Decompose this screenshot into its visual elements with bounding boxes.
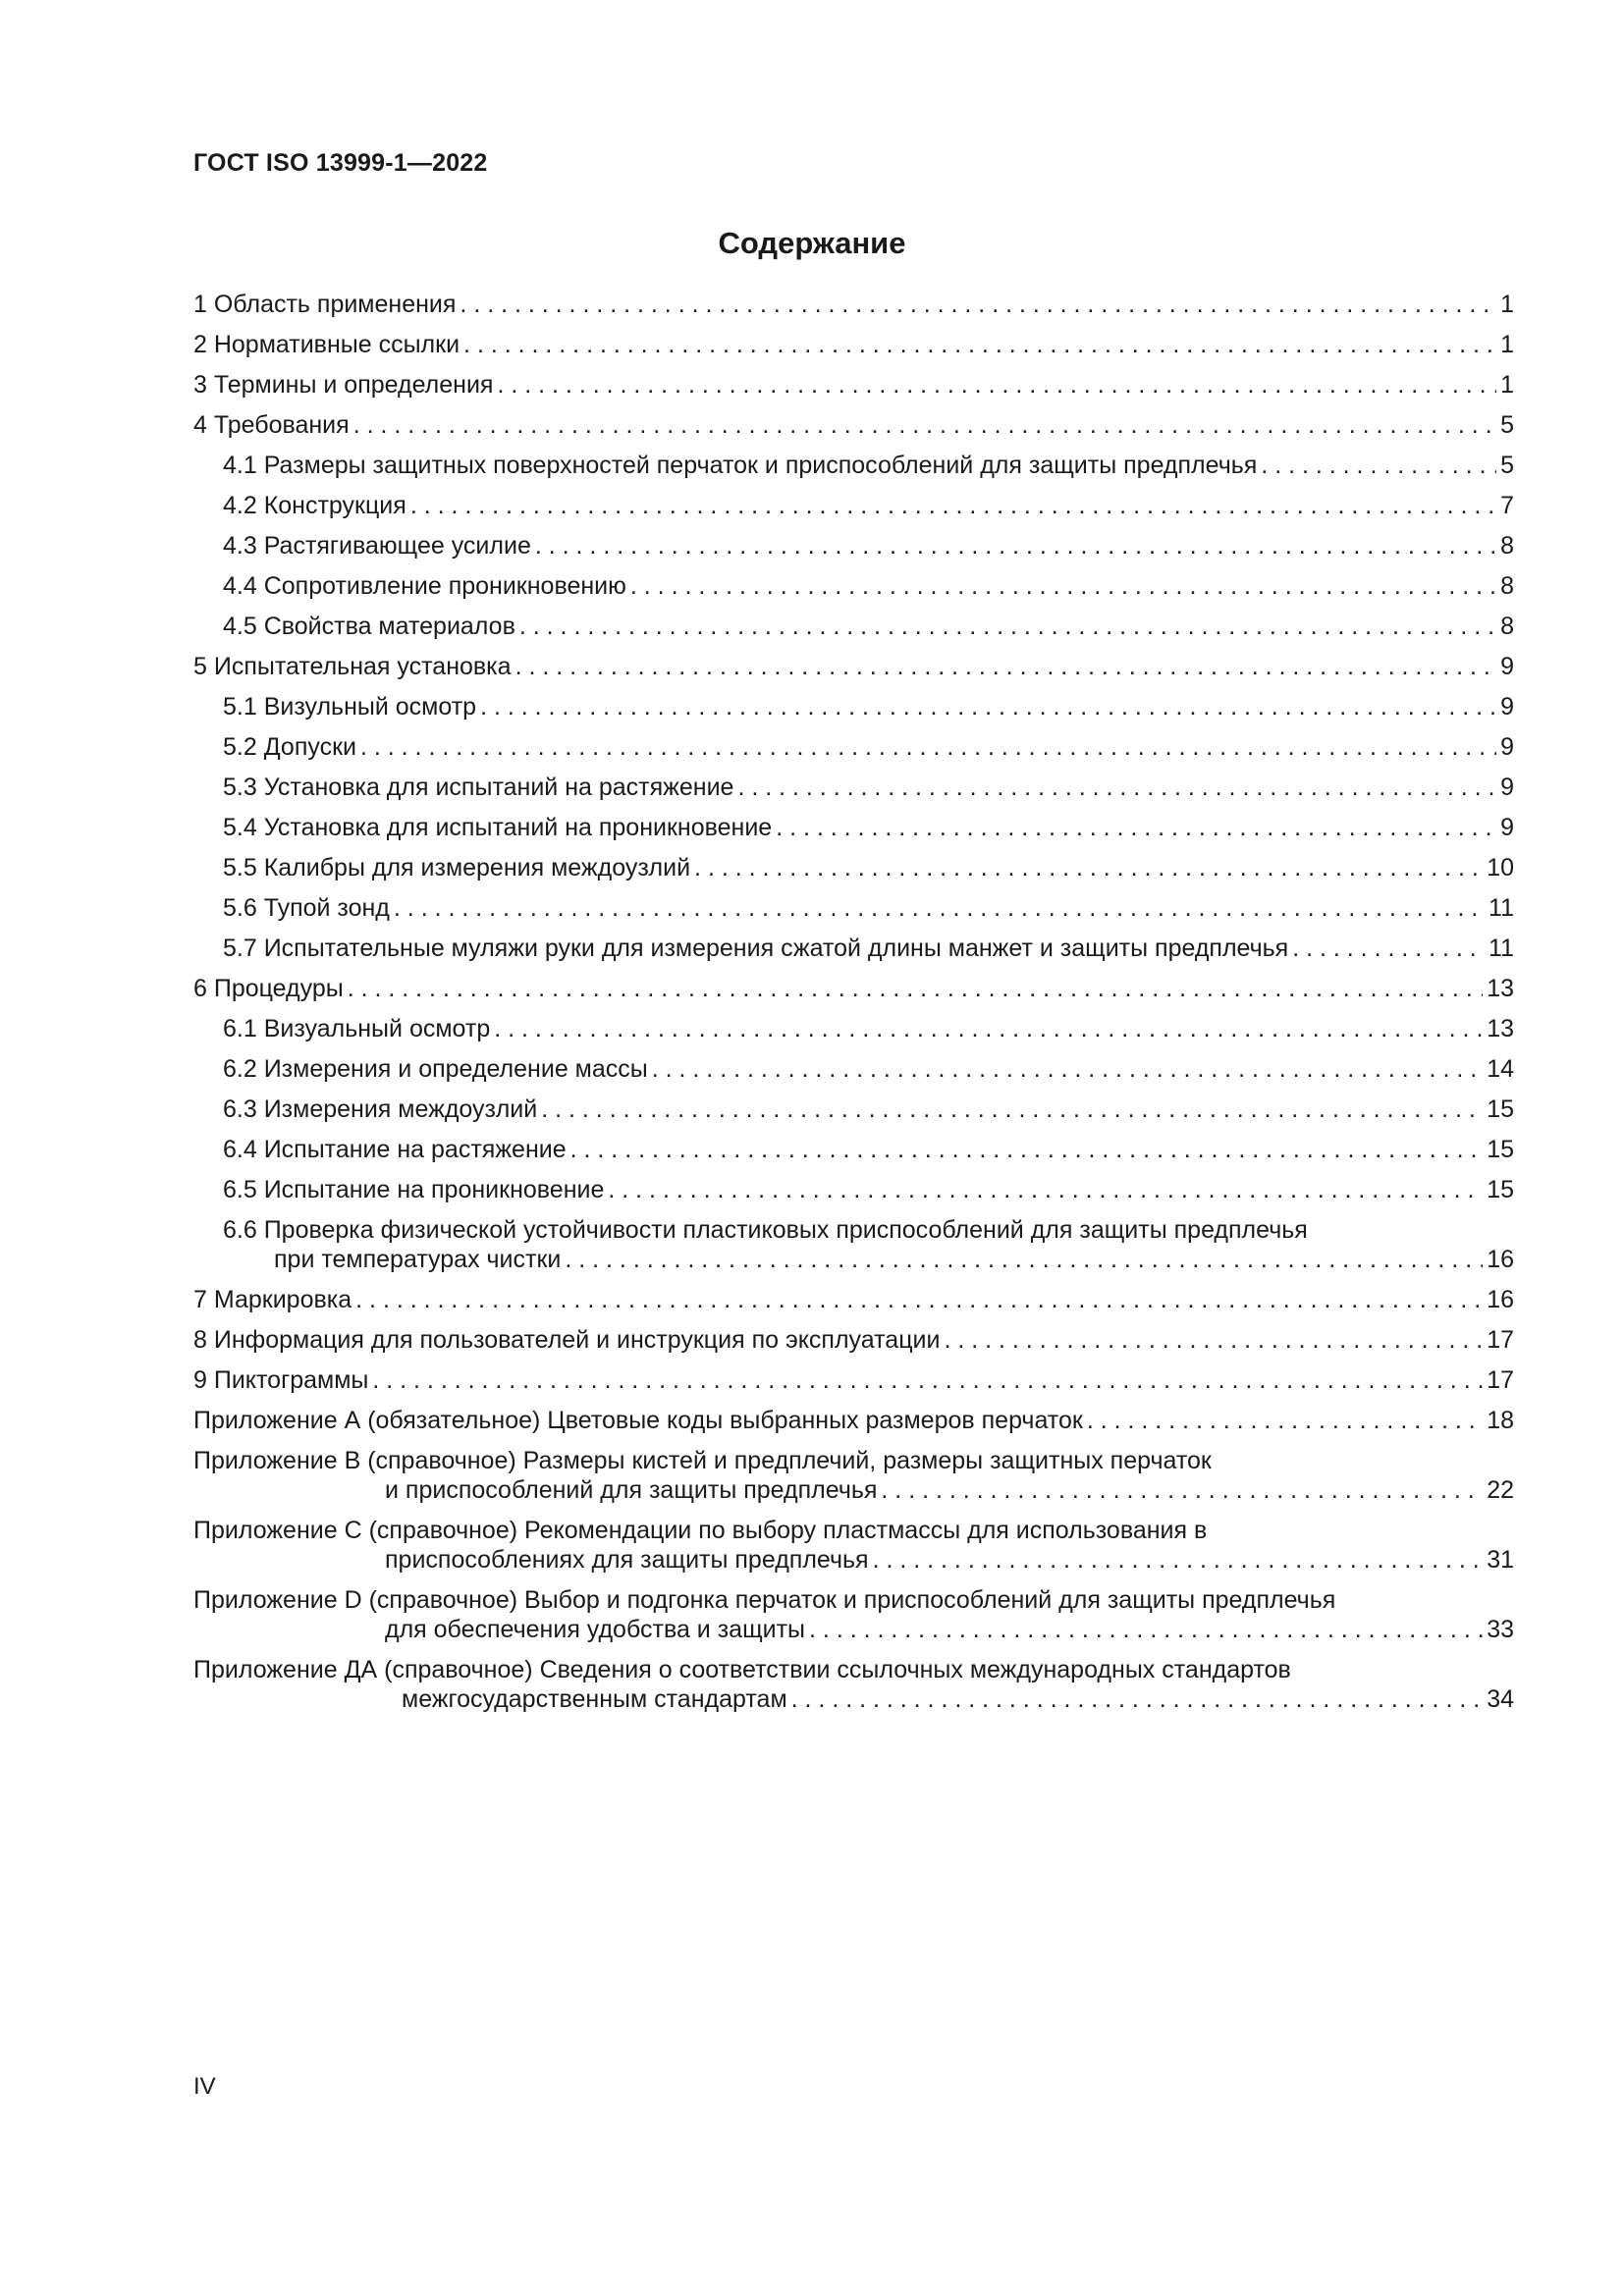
toc-entry-label: 3 Термины и определения <box>193 371 494 399</box>
toc-entry-page: 8 <box>1500 572 1514 600</box>
toc-entry[interactable] <box>193 1406 1514 1435</box>
dot-leader <box>1292 934 1485 963</box>
dot-leader <box>410 491 1496 520</box>
toc-entry-title-line: 6.6 Проверка физической устойчивости пластиковых приспособлений для защиты предплечья <box>223 1216 1308 1244</box>
toc-entry[interactable] <box>193 370 1514 400</box>
dot-leader <box>652 1054 1483 1084</box>
toc-entry-page: 5 <box>1500 452 1514 479</box>
dot-leader <box>353 410 1496 440</box>
toc-entry[interactable] <box>193 1446 1514 1505</box>
dot-leader <box>497 370 1496 400</box>
toc-entry-page: 15 <box>1487 1136 1514 1163</box>
toc-entry-label: для обеспечения удобства и защиты <box>385 1616 806 1643</box>
page-number: IV <box>193 2073 216 2100</box>
toc-entry-page: 9 <box>1500 653 1514 680</box>
toc-entry-page: 9 <box>1500 774 1514 801</box>
toc-entry[interactable] <box>193 571 1514 601</box>
toc-entry-label: при температурах чистки <box>274 1246 562 1273</box>
toc-entry[interactable] <box>193 491 1514 520</box>
toc-entry-page: 22 <box>1487 1476 1514 1504</box>
toc-entry-page: 8 <box>1500 613 1514 640</box>
toc-entry-page: 13 <box>1487 975 1514 1002</box>
dot-leader <box>355 1285 1483 1314</box>
toc-entry[interactable] <box>193 974 1514 1003</box>
dot-leader <box>535 531 1496 561</box>
dot-leader <box>460 290 1496 319</box>
toc-entry-label: и приспособлений для защиты предплечья <box>385 1476 878 1504</box>
dot-leader <box>881 1475 1483 1505</box>
toc-entry-title-line: Приложение ДА (справочное) Сведения о соответствии ссылочных международных стандартов <box>193 1656 1291 1683</box>
toc-entry-page: 31 <box>1487 1546 1514 1574</box>
toc-entry-label: 6 Процедуры <box>193 975 344 1002</box>
toc-entry[interactable] <box>193 531 1514 561</box>
toc-entry-label: 4.1 Размеры защитных поверхностей перчаток и приспособлений для защиты предплечья <box>223 452 1258 479</box>
toc-entry-label: 5.1 Визульный осмотр <box>223 693 477 721</box>
toc-entry-label: 5.4 Установка для испытаний на проникновение <box>223 814 773 841</box>
toc-entry[interactable] <box>193 893 1514 923</box>
toc-entry-page: 33 <box>1487 1616 1514 1643</box>
dot-leader <box>463 330 1496 359</box>
toc-entry[interactable] <box>193 1095 1514 1124</box>
toc-entry-label: 4 Требования <box>193 411 350 439</box>
toc-entry-page: 15 <box>1487 1095 1514 1123</box>
toc-entry-label: 5.7 Испытательные муляжи руки для измерения сжатой длины манжет и защиты предплечья <box>223 934 1289 962</box>
toc-entry[interactable] <box>193 813 1514 842</box>
toc-entry-page: 9 <box>1500 733 1514 761</box>
toc-entry-label: межгосударственным стандартам <box>402 1685 787 1713</box>
toc-entry[interactable] <box>193 1585 1514 1644</box>
toc-entry-page: 34 <box>1487 1685 1514 1713</box>
toc-entry-label: 5.5 Калибры для измерения междоузлий <box>223 854 691 881</box>
dot-leader <box>519 612 1496 641</box>
toc-entry-label: 9 Пиктограммы <box>193 1366 369 1394</box>
toc-entry-label: 6.3 Измерения междоузлий <box>223 1095 538 1123</box>
toc-entry[interactable] <box>193 853 1514 882</box>
dot-leader <box>565 1245 1483 1274</box>
toc-entry-label: 5.2 Допуски <box>223 733 356 761</box>
toc-entry[interactable] <box>193 1054 1514 1084</box>
toc-entry-label: 5 Испытательная установка <box>193 653 512 680</box>
toc-entry-label: 6.2 Измерения и определение массы <box>223 1055 648 1083</box>
toc-entry-label: 5.6 Тупой зонд <box>223 894 390 922</box>
dot-leader <box>791 1684 1484 1714</box>
dot-leader <box>372 1365 1483 1395</box>
toc-entry[interactable] <box>193 451 1514 480</box>
toc-entry[interactable] <box>193 1325 1514 1355</box>
toc-entry[interactable] <box>193 773 1514 802</box>
toc-entry-page: 17 <box>1487 1366 1514 1394</box>
toc-entry-title-line: Приложение D (справочное) Выбор и подгонка перчаток и приспособлений для защиты предплечья <box>193 1586 1336 1614</box>
toc-entry-label: 5.3 Установка для испытаний на растяжение <box>223 774 734 801</box>
toc-entry[interactable] <box>193 934 1514 963</box>
dot-leader <box>394 893 1485 923</box>
toc-entry-label: 6.4 Испытание на растяжение <box>223 1136 567 1163</box>
toc-entry[interactable] <box>193 1655 1514 1714</box>
toc-entry[interactable] <box>193 692 1514 721</box>
toc-entry-page: 9 <box>1500 693 1514 721</box>
dot-leader <box>737 773 1496 802</box>
dot-leader <box>480 692 1496 721</box>
toc-entry-page: 17 <box>1487 1326 1514 1354</box>
toc-entry[interactable] <box>193 330 1514 359</box>
dot-leader <box>541 1095 1483 1124</box>
toc-entry-page: 16 <box>1487 1246 1514 1273</box>
toc-entry-label: 4.5 Свойства материалов <box>223 613 515 640</box>
dot-leader <box>570 1135 1484 1164</box>
document-code: ГОСТ ISO 13999-1—2022 <box>193 149 488 177</box>
toc-entry-page: 16 <box>1487 1286 1514 1313</box>
toc-entry-title-line: Приложение В (справочное) Размеры кистей и предплечий, размеры защитных перчаток <box>193 1447 1212 1474</box>
table-of-contents <box>193 290 1514 1725</box>
dot-leader <box>1261 451 1496 480</box>
toc-entry[interactable] <box>193 732 1514 762</box>
toc-entry-page: 5 <box>1500 411 1514 439</box>
dot-leader <box>873 1545 1484 1575</box>
toc-entry-page: 11 <box>1489 934 1514 962</box>
toc-entry-page: 1 <box>1500 371 1514 399</box>
toc-entry-page: 9 <box>1500 814 1514 841</box>
toc-entry-label: 6.1 Визуальный осмотр <box>223 1015 491 1042</box>
toc-entry-page: 10 <box>1487 854 1514 881</box>
dot-leader <box>944 1325 1483 1355</box>
dot-leader <box>608 1175 1483 1204</box>
dot-leader <box>776 813 1496 842</box>
toc-entry-page: 14 <box>1487 1055 1514 1083</box>
dot-leader <box>694 853 1483 882</box>
toc-entry[interactable] <box>193 1215 1514 1274</box>
dot-leader <box>1087 1406 1483 1435</box>
toc-entry-label: 8 Информация для пользователей и инструкция по эксплуатации <box>193 1326 941 1354</box>
dot-leader <box>494 1014 1483 1043</box>
toc-entry[interactable] <box>193 1365 1514 1395</box>
toc-title: Содержание <box>718 226 906 260</box>
toc-entry-page: 1 <box>1500 331 1514 358</box>
toc-entry-page: 1 <box>1500 291 1514 318</box>
toc-entry-page: 15 <box>1487 1176 1514 1203</box>
toc-entry[interactable] <box>193 1175 1514 1204</box>
toc-entry-page: 18 <box>1487 1407 1514 1434</box>
toc-entry[interactable] <box>193 612 1514 641</box>
toc-entry[interactable] <box>193 1285 1514 1314</box>
toc-entry-label: 2 Нормативные ссылки <box>193 331 460 358</box>
toc-entry-page: 11 <box>1489 894 1514 922</box>
toc-entry-label: 4.4 Сопротивление проникновению <box>223 572 626 600</box>
toc-entry-page: 8 <box>1500 532 1514 560</box>
toc-entry-label: 7 Маркировка <box>193 1286 352 1313</box>
toc-entry-label: 1 Область применения <box>193 291 457 318</box>
dot-leader <box>348 974 1483 1003</box>
toc-entry-label: 4.3 Растягивающее усилие <box>223 532 531 560</box>
dot-leader <box>630 571 1496 601</box>
toc-entry[interactable] <box>193 1516 1514 1575</box>
toc-entry-label: приспособлениях для защиты предплечья <box>385 1546 869 1574</box>
toc-entry[interactable] <box>193 290 1514 319</box>
toc-entry-page: 13 <box>1487 1015 1514 1042</box>
toc-entry[interactable] <box>193 1014 1514 1043</box>
toc-entry-label: 4.2 Конструкция <box>223 492 406 519</box>
toc-entry-title-line: Приложение С (справочное) Рекомендации по выбору пластмассы для использования в <box>193 1517 1208 1544</box>
toc-entry-label: Приложение А (обязательное) Цветовые коды выбранных размеров перчаток <box>193 1407 1083 1434</box>
toc-entry-label: 6.5 Испытание на проникновение <box>223 1176 605 1203</box>
dot-leader <box>809 1615 1483 1644</box>
toc-entry[interactable] <box>193 410 1514 440</box>
dot-leader <box>360 732 1496 762</box>
toc-entry[interactable] <box>193 1135 1514 1164</box>
dot-leader <box>515 652 1497 681</box>
toc-entry[interactable] <box>193 652 1514 681</box>
toc-entry-page: 7 <box>1500 492 1514 519</box>
